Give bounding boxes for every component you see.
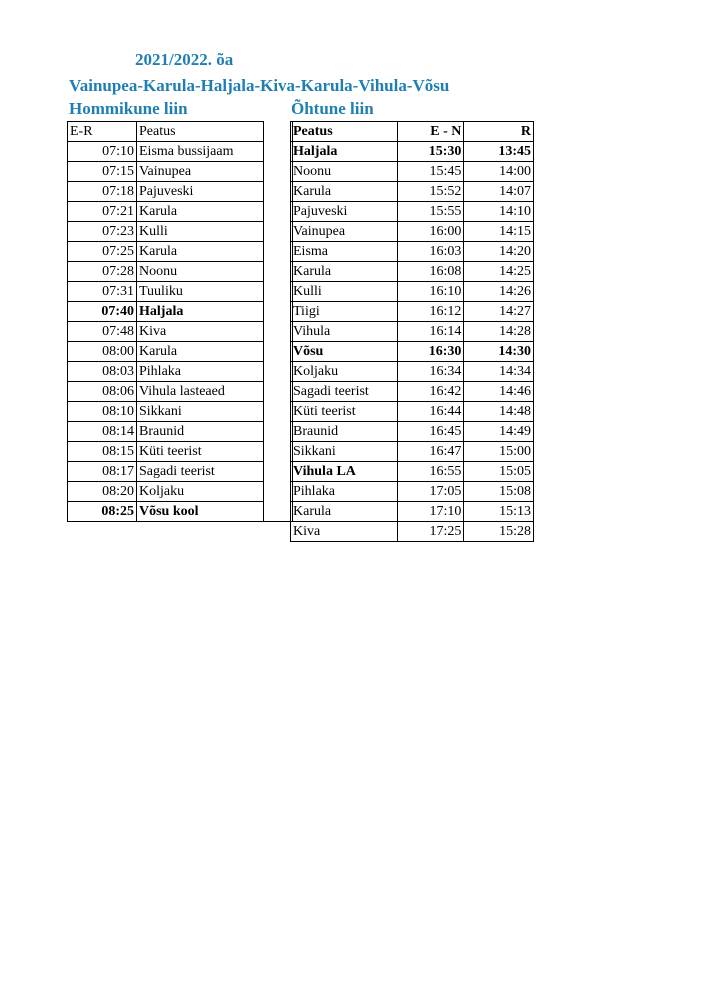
evening-time-r: 14:30 bbox=[464, 342, 534, 362]
morning-stop: Kiva bbox=[137, 322, 264, 342]
evening-row bbox=[291, 282, 534, 302]
column-gap bbox=[264, 502, 293, 522]
evening-stop: Eisma bbox=[291, 242, 398, 262]
morning-row bbox=[68, 422, 293, 442]
morning-row bbox=[68, 402, 293, 422]
evening-time-r: 14:28 bbox=[464, 322, 534, 342]
evening-time-r: 15:00 bbox=[464, 442, 534, 462]
evening-time-en: 16:44 bbox=[397, 402, 464, 422]
morning-row bbox=[68, 262, 293, 282]
evening-row bbox=[291, 422, 534, 442]
evening-time-en: 15:45 bbox=[397, 162, 464, 182]
evening-row bbox=[291, 342, 534, 362]
evening-time-en: 16:55 bbox=[397, 462, 464, 482]
evening-time-r: 14:49 bbox=[464, 422, 534, 442]
morning-row bbox=[68, 362, 293, 382]
morning-time: 07:10 bbox=[68, 142, 137, 162]
morning-row bbox=[68, 322, 293, 342]
evening-row bbox=[291, 462, 534, 482]
evening-stop: Pajuveski bbox=[291, 202, 398, 222]
evening-stop: Vainupea bbox=[291, 222, 398, 242]
morning-time: 08:10 bbox=[68, 402, 137, 422]
morning-stop: Karula bbox=[137, 342, 264, 362]
morning-row bbox=[68, 382, 293, 402]
column-gap bbox=[264, 182, 293, 202]
morning-stop: Pihlaka bbox=[137, 362, 264, 382]
morning-col-er: E-R bbox=[68, 122, 137, 142]
evening-stop: Sagadi teerist bbox=[291, 382, 398, 402]
morning-time: 07:28 bbox=[68, 262, 137, 282]
morning-time: 07:23 bbox=[68, 222, 137, 242]
morning-time: 07:15 bbox=[68, 162, 137, 182]
morning-row bbox=[68, 302, 293, 322]
morning-time: 07:40 bbox=[68, 302, 137, 322]
morning-stop: Eisma bussijaam bbox=[137, 142, 264, 162]
morning-time: 07:25 bbox=[68, 242, 137, 262]
morning-stop: Tuuliku bbox=[137, 282, 264, 302]
evening-time-en: 16:08 bbox=[397, 262, 464, 282]
morning-route-title: Hommikune liin bbox=[69, 99, 188, 118]
morning-stop: Sikkani bbox=[137, 402, 264, 422]
document-year: 2021/2022. õa bbox=[135, 50, 234, 69]
evening-stop: Kiva bbox=[291, 522, 398, 542]
morning-stop: Võsu kool bbox=[137, 502, 264, 522]
evening-time-en: 16:10 bbox=[397, 282, 464, 302]
column-gap bbox=[264, 442, 293, 462]
evening-row bbox=[291, 522, 534, 542]
evening-time-r: 14:48 bbox=[464, 402, 534, 422]
evening-time-en: 16:12 bbox=[397, 302, 464, 322]
morning-row bbox=[68, 462, 293, 482]
evening-time-en: 15:52 bbox=[397, 182, 464, 202]
evening-time-en: 16:03 bbox=[397, 242, 464, 262]
evening-stop: Koljaku bbox=[291, 362, 398, 382]
evening-time-en: 16:00 bbox=[397, 222, 464, 242]
evening-row bbox=[291, 322, 534, 342]
evening-timetable bbox=[290, 121, 534, 542]
evening-row bbox=[291, 402, 534, 422]
evening-time-r: 14:07 bbox=[464, 182, 534, 202]
evening-time-r: 14:34 bbox=[464, 362, 534, 382]
evening-time-r: 14:27 bbox=[464, 302, 534, 322]
evening-stop: Karula bbox=[291, 262, 398, 282]
morning-row bbox=[68, 182, 293, 202]
morning-header-row bbox=[68, 122, 293, 142]
evening-stop: Vihula bbox=[291, 322, 398, 342]
morning-time: 07:18 bbox=[68, 182, 137, 202]
column-gap bbox=[264, 142, 293, 162]
morning-stop: Kulli bbox=[137, 222, 264, 242]
evening-row bbox=[291, 262, 534, 282]
evening-time-en: 16:47 bbox=[397, 442, 464, 462]
evening-col-r: R bbox=[464, 122, 534, 142]
morning-time: 08:06 bbox=[68, 382, 137, 402]
morning-time: 07:31 bbox=[68, 282, 137, 302]
evening-time-en: 17:10 bbox=[397, 502, 464, 522]
evening-row bbox=[291, 182, 534, 202]
evening-time-en: 17:25 bbox=[397, 522, 464, 542]
morning-row bbox=[68, 482, 293, 502]
morning-stop: Haljala bbox=[137, 302, 264, 322]
evening-time-en: 15:55 bbox=[397, 202, 464, 222]
morning-stop: Vihula lasteaed bbox=[137, 382, 264, 402]
morning-time: 08:00 bbox=[68, 342, 137, 362]
evening-time-r: 14:15 bbox=[464, 222, 534, 242]
morning-time: 08:20 bbox=[68, 482, 137, 502]
evening-col-stop: Peatus bbox=[291, 122, 398, 142]
evening-row bbox=[291, 162, 534, 182]
evening-stop: Karula bbox=[291, 182, 398, 202]
morning-row bbox=[68, 342, 293, 362]
morning-stop: Koljaku bbox=[137, 482, 264, 502]
evening-time-r: 14:25 bbox=[464, 262, 534, 282]
column-gap bbox=[264, 162, 293, 182]
evening-time-r: 14:46 bbox=[464, 382, 534, 402]
evening-time-r: 14:26 bbox=[464, 282, 534, 302]
morning-stop: Pajuveski bbox=[137, 182, 264, 202]
column-gap bbox=[264, 222, 293, 242]
morning-stop: Karula bbox=[137, 242, 264, 262]
evening-row bbox=[291, 482, 534, 502]
evening-time-en: 16:14 bbox=[397, 322, 464, 342]
column-gap bbox=[264, 322, 293, 342]
evening-stop: Kulli bbox=[291, 282, 398, 302]
evening-time-en: 17:05 bbox=[397, 482, 464, 502]
morning-row bbox=[68, 442, 293, 462]
column-gap bbox=[264, 282, 293, 302]
evening-stop: Haljala bbox=[291, 142, 398, 162]
evening-row bbox=[291, 202, 534, 222]
morning-row bbox=[68, 502, 293, 522]
evening-time-en: 15:30 bbox=[397, 142, 464, 162]
evening-time-r: 15:28 bbox=[464, 522, 534, 542]
column-gap bbox=[264, 262, 293, 282]
evening-row bbox=[291, 382, 534, 402]
evening-route-title: Õhtune liin bbox=[291, 99, 374, 118]
evening-stop: Vihula LA bbox=[291, 462, 398, 482]
evening-time-r: 15:05 bbox=[464, 462, 534, 482]
morning-time: 08:25 bbox=[68, 502, 137, 522]
morning-time: 07:21 bbox=[68, 202, 137, 222]
evening-stop: Küti teerist bbox=[291, 402, 398, 422]
column-gap bbox=[264, 362, 293, 382]
evening-time-en: 16:45 bbox=[397, 422, 464, 442]
evening-time-r: 14:00 bbox=[464, 162, 534, 182]
column-gap bbox=[264, 302, 293, 322]
evening-stop: Võsu bbox=[291, 342, 398, 362]
evening-stop: Tiigi bbox=[291, 302, 398, 322]
morning-time: 08:14 bbox=[68, 422, 137, 442]
morning-row bbox=[68, 222, 293, 242]
evening-stop: Karula bbox=[291, 502, 398, 522]
morning-row bbox=[68, 282, 293, 302]
evening-row bbox=[291, 302, 534, 322]
morning-stop: Noonu bbox=[137, 262, 264, 282]
morning-row bbox=[68, 162, 293, 182]
morning-timetable bbox=[67, 121, 293, 522]
route-title: Vainupea-Karula-Haljala-Kiva-Karula-Vihula-Võsu bbox=[69, 76, 450, 95]
evening-row bbox=[291, 362, 534, 382]
evening-row bbox=[291, 442, 534, 462]
morning-stop: Karula bbox=[137, 202, 264, 222]
column-gap bbox=[264, 122, 293, 142]
morning-time: 08:03 bbox=[68, 362, 137, 382]
evening-stop: Pihlaka bbox=[291, 482, 398, 502]
morning-row bbox=[68, 242, 293, 262]
evening-time-r: 14:10 bbox=[464, 202, 534, 222]
column-gap bbox=[264, 342, 293, 362]
morning-row bbox=[68, 202, 293, 222]
column-gap bbox=[264, 202, 293, 222]
evening-time-en: 16:30 bbox=[397, 342, 464, 362]
evening-row bbox=[291, 142, 534, 162]
evening-time-r: 15:13 bbox=[464, 502, 534, 522]
column-gap bbox=[264, 482, 293, 502]
morning-stop: Vainupea bbox=[137, 162, 264, 182]
evening-time-r: 15:08 bbox=[464, 482, 534, 502]
evening-row bbox=[291, 502, 534, 522]
morning-stop: Sagadi teerist bbox=[137, 462, 264, 482]
evening-time-en: 16:42 bbox=[397, 382, 464, 402]
column-gap bbox=[264, 402, 293, 422]
column-gap bbox=[264, 462, 293, 482]
evening-header-row bbox=[291, 122, 534, 142]
morning-time: 07:48 bbox=[68, 322, 137, 342]
morning-time: 08:17 bbox=[68, 462, 137, 482]
evening-time-r: 14:20 bbox=[464, 242, 534, 262]
evening-stop: Sikkani bbox=[291, 442, 398, 462]
evening-stop: Braunid bbox=[291, 422, 398, 442]
evening-col-en: E - N bbox=[397, 122, 464, 142]
evening-row bbox=[291, 242, 534, 262]
column-gap bbox=[264, 422, 293, 442]
evening-time-en: 16:34 bbox=[397, 362, 464, 382]
evening-row bbox=[291, 222, 534, 242]
morning-time: 08:15 bbox=[68, 442, 137, 462]
morning-col-stop: Peatus bbox=[137, 122, 264, 142]
evening-stop: Noonu bbox=[291, 162, 398, 182]
morning-stop: Braunid bbox=[137, 422, 264, 442]
morning-stop: Küti teerist bbox=[137, 442, 264, 462]
column-gap bbox=[264, 242, 293, 262]
column-gap bbox=[264, 382, 293, 402]
evening-time-r: 13:45 bbox=[464, 142, 534, 162]
morning-row bbox=[68, 142, 293, 162]
